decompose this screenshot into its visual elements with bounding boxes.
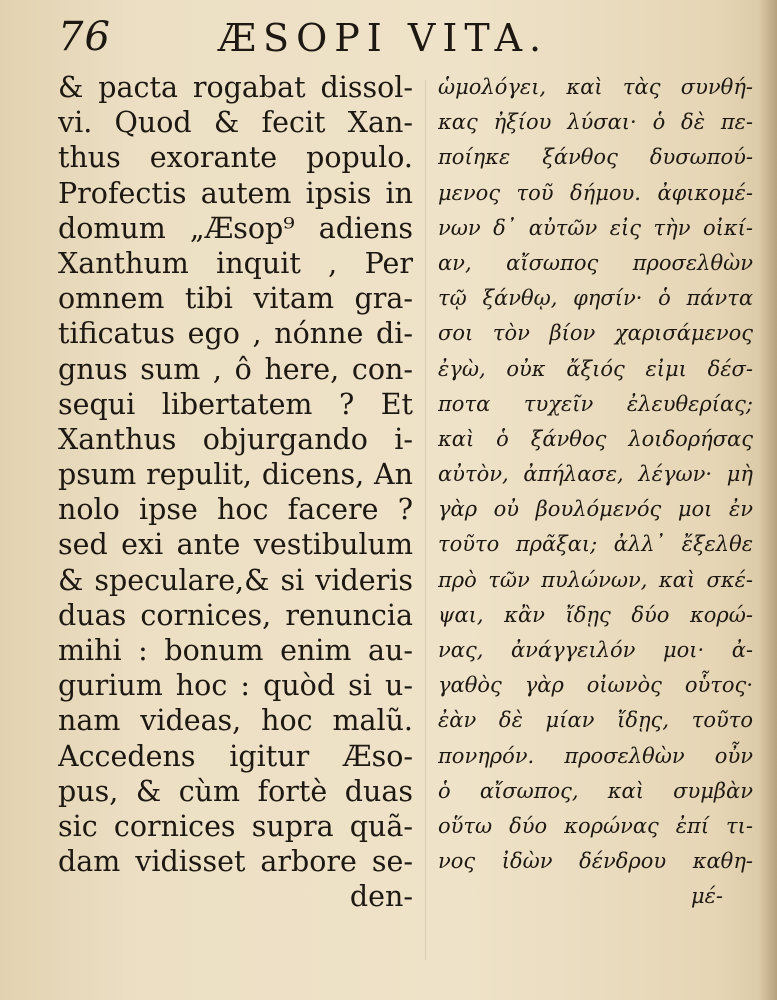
text-line: τοῦτο πρᾶξαι; ἀλλ᾽ ἔξελθε: [438, 532, 753, 557]
text-line: νας, ἀνάγγειλόν μοι· ἀ-: [438, 638, 753, 662]
text-line: καὶ ὁ ξάνθος λοιδορήσας: [438, 426, 753, 451]
text-line: gurium hoc : quòd si u-: [58, 669, 413, 703]
text-line: αν, αἴσωπος προσελθὼν: [438, 250, 753, 275]
text-line: ἐὰν δὲ μίαν ἴδῃς, τοῦτο: [438, 708, 753, 733]
text-line: den-: [349, 880, 413, 914]
running-head: ÆSOPI VITA.: [218, 16, 549, 60]
text-line: ἐγὼ, οὐκ ἄξιός εἰμι δέσ-: [438, 356, 753, 381]
text-line: ὡμολόγει, καὶ τὰς συνθή-: [438, 75, 753, 99]
text-line: gnus sum , ô here, con-: [58, 352, 413, 386]
text-line: nolo ipse hoc facere ?: [58, 493, 413, 527]
text-line: ὁ αἴσωπος, καὶ συμβὰν: [438, 778, 753, 803]
text-line: ποτα τυχεῖν ἐλευθερίας;: [438, 391, 753, 416]
text-line: vi. Quod & fecit Xan-: [58, 106, 413, 140]
text-line: ψαι, κἂν ἴδῃς δύο κορώ-: [438, 602, 753, 627]
text-line: νος ἰδὼν δένδρου καθη-: [438, 849, 753, 874]
text-line: omnem tibi vitam gra-: [58, 282, 413, 316]
text-line: γὰρ οὐ βουλόμενός μοι ἐν: [438, 497, 753, 522]
text-line: νων δ᾽ αὐτῶν εἰς τὴν οἰκί-: [438, 215, 753, 240]
text-line: mihi : bonum enim au-: [58, 634, 413, 667]
text-line: ποίηκε ξάνθος δυσωπού-: [438, 145, 753, 170]
text-line: thus exorante populo.: [58, 141, 413, 175]
text-line: psum repulit, dicens, An: [58, 458, 413, 492]
text-line: κας ἠξίου λύσαι· ὁ δὲ πε-: [438, 110, 753, 135]
text-line: & pacta rogabat dissol-: [58, 71, 413, 104]
page-header: [58, 14, 758, 68]
text-line: tificatus ego , nónne di-: [58, 317, 413, 351]
text-line: duas cornices, renuncia: [58, 598, 413, 632]
text-line: μενος τοῦ δήμου. ἀφικομέ-: [438, 180, 753, 205]
latin-column: [58, 70, 413, 915]
page-edge-shadow: [759, 0, 777, 1000]
text-line: pus, & cùm fortè duas: [58, 774, 413, 808]
text-line: Xanthus objurgando i-: [58, 422, 413, 456]
text-line: sic cornices supra quã-: [58, 809, 413, 843]
page-number: 76: [58, 14, 111, 60]
text-line: μέ-: [690, 884, 723, 909]
text-line: Accedens igitur Æso-: [58, 739, 413, 773]
column-gutter: [425, 80, 426, 960]
text-line: τῷ ξάνθῳ, φησίν· ὁ πάντα: [438, 286, 753, 311]
text-line: γαθὸς γὰρ οἰωνὸς οὗτος·: [438, 673, 753, 698]
text-line: σοι τὸν βίον χαρισάμενος: [438, 321, 753, 346]
text-line: οὕτω δύο κορώνας ἐπί τι-: [438, 813, 753, 838]
text-line: nam videas, hoc malũ.: [58, 704, 413, 738]
text-line: πονηρόν. προσελθὼν οὖν: [438, 743, 753, 768]
text-line: Xanthum inquit , Per: [58, 246, 413, 280]
text-line: αὐτὸν, ἀπήλασε, λέγων· μὴ: [438, 462, 753, 487]
text-line: sequi libertatem ? Et: [58, 387, 413, 421]
text-line: Profectis autem ipsis in: [58, 176, 413, 210]
text-line: πρὸ τῶν πυλώνων, καὶ σκέ-: [438, 567, 753, 592]
text-line: sed exi ante vestibulum: [58, 528, 413, 562]
text-line: & speculare,& si videris: [58, 563, 413, 597]
greek-column: [438, 70, 753, 915]
text-line: dam vidisset arbore se-: [58, 845, 413, 879]
text-line: domum „Æsop⁹ adiens: [58, 211, 413, 245]
